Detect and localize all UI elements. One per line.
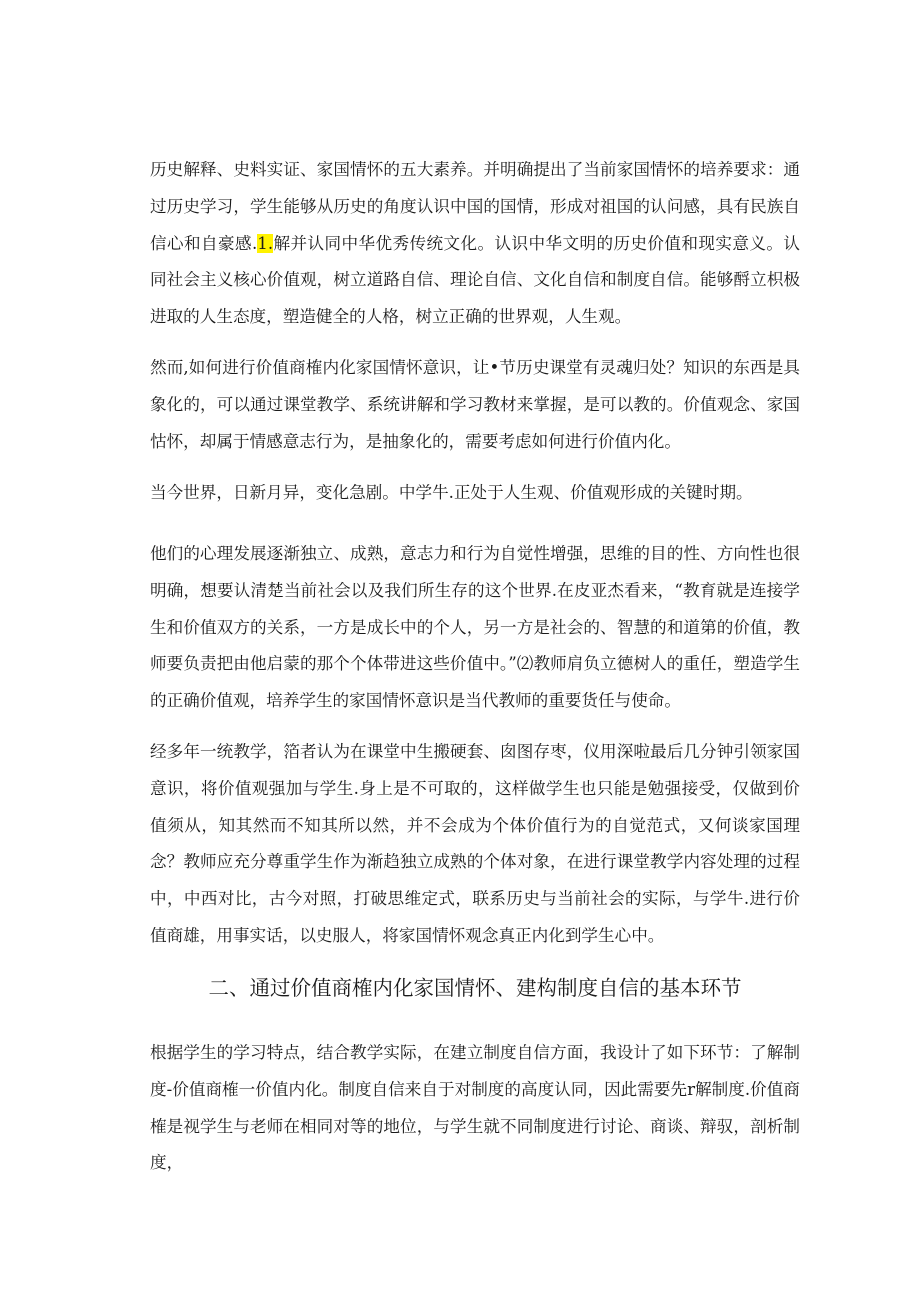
- paragraph-student-psychology: 他们的心理发展逐渐独立、成熟，意志力和行为自觉性增强，思维的目的性、方向性也很明确，想要认清楚当前社会以及我们所生存的这个世界.在皮亚杰看来，“教育就是连接学生和价值双方的关系，一方是成长中的个人，另一方是社会的、智慧的和道第的价值，教师要负责把由他启蒙的那个个体带进这些价值中。”⑵教师肩负立德树人的重任，塑造学生的正确价值观，培养学生的家国情怀意识是当代教师的重要货任与使命。: [150, 544, 800, 711]
- paragraph-value-internalization: 然而,如何进行价值商榷内化家国情怀意识，让•节历史课堂有灵魂归处？知识的东西是具象化的，可以通过课堂教学、系统讲解和学习教材来掌握，是可以教的。价值观念、家国怙怀，却属于情感意志行为，是抽象化的，需要考虑如何进行价值内化。: [150, 358, 800, 451]
- highlighted-marker: 1.: [257, 233, 274, 253]
- paragraph-text: 历史解释、史料实证、家国情怀的五大素养。并明确提出了当前家国情怀的培养要求：通过历史学习，学生能够从历史的角度认识中国的国情，形成对祖国的认问感，具有民族自信心和自豪感.: [150, 160, 800, 253]
- paragraph-core-literacy: [150, 152, 800, 336]
- paragraph-teaching-steps: 根据学生的学习特点，结合教学实际，在建立制度自信方面，我设计了如下环节：了解制度-价值商榷一价值内化。制度自信来自于对制度的高度认同，因此需要先r解制度.价值商榷是视学生与老师在相同对等的地位，与学生就不同制度进行讨论、商谈、辩驭，剖析制度，: [150, 1043, 800, 1173]
- paragraph-text: 解并认同中华优秀传统文化。认识中华文明的历史价值和现实意义。认同社会主义核心价值观，树立道路自信、理论自信、文化自信和制度自信。能够酹立枳极进取的人生态度，塑造健全的人格，树立正确的世界观，人生观。: [150, 233, 801, 327]
- paragraph-changing-world: 当今世界，日新月异，变化急剧。中学牛.正处于人生观、价值观形成的关键时期。: [150, 483, 753, 502]
- paragraph-teaching-experience: 经多年一统教学，箔者认为在课堂中生搬硬套、囱图存枣，仪用深啦最后几分钟引领家国意识，将价值观强加与学生.身上是不可取的，这样做学生也只能是勉强接受，仅做到价值须从，知其然而不知其所以然，并不会成为个体价值行为的自觉范式，又何谈家国理念？教师应充分尊重学生作为渐趋独立成熟的个体对象，在进行课堂教学内容处理的过程中，中西对比，古今对照，打破思维定式，联系历史与当前社会的实际，与学牛.进行价值商雄，用事实话，以史服人，将家国情怀观念真正内化到学生心中。: [150, 742, 800, 945]
- section-heading: 二、通过价值商榷内化家国情怀、建构制度自信的基本环节: [208, 976, 742, 1000]
